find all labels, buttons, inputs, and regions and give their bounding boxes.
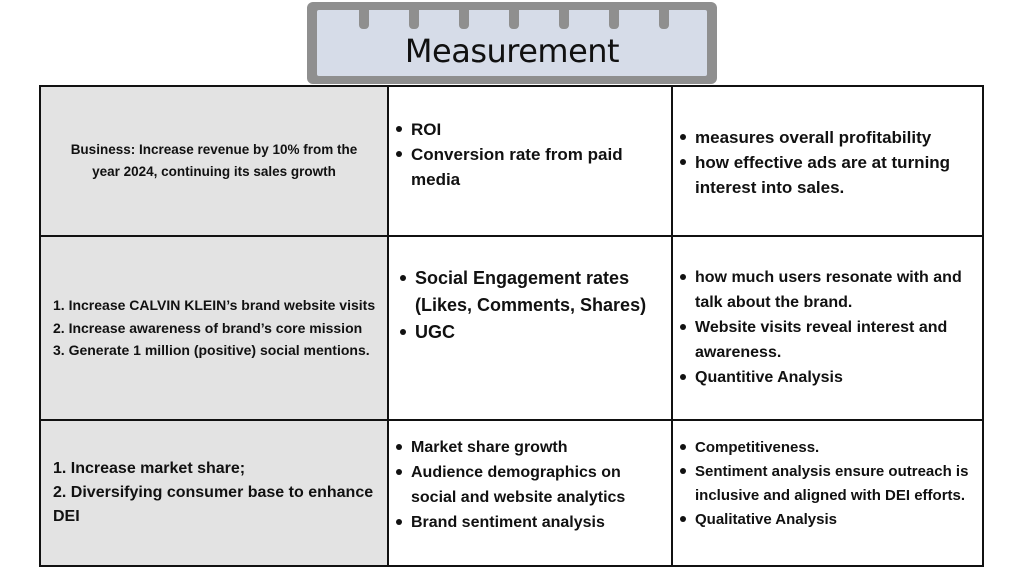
- metrics-cell-business: [389, 87, 673, 237]
- metric-item: Social Engagement rates (Likes, Comments, Shares): [415, 265, 663, 319]
- rationale-item: Competitiveness.: [695, 436, 974, 460]
- rationale-item: Sentiment analysis ensure outreach is inclusive and aligned with DEI efforts.: [695, 460, 974, 508]
- goal-line: 2. Diversifying consumer base to enhance DEI: [53, 484, 374, 525]
- metric-item: Market share growth: [411, 435, 663, 460]
- rationale-list: [673, 125, 982, 200]
- goal-line: year 2024, continuing its sales growth: [92, 164, 336, 179]
- metric-item: ROI: [411, 117, 663, 142]
- rationale-item: how much users resonate with and talk about the brand.: [695, 265, 974, 315]
- goal-line: 3. Generate 1 million (positive) social mentions.: [53, 342, 370, 359]
- rationale-list: [673, 436, 982, 532]
- metric-item: Brand sentiment analysis: [411, 510, 663, 535]
- goal-line: Business: Increase revenue by 10% from the: [70, 142, 358, 157]
- metrics-cell-market: [389, 421, 673, 565]
- ruler-tick: [409, 10, 419, 29]
- ruler-tick: [609, 10, 619, 29]
- measurement-table: [39, 85, 984, 567]
- metrics-list: [389, 265, 671, 346]
- rationale-item: measures overall profitability: [695, 125, 974, 150]
- rationale-item: Qualitative Analysis: [695, 508, 974, 532]
- rationale-item: Website visits reveal interest and awareness.: [695, 315, 974, 365]
- metrics-list: [389, 117, 671, 192]
- rationale-cell-business: [673, 87, 982, 237]
- page-title: Measurement: [404, 32, 620, 70]
- metrics-cell-brand: [389, 237, 673, 421]
- goal-cell-market: [41, 421, 389, 565]
- ruler-tick: [659, 10, 669, 29]
- ruler-face: [317, 10, 707, 76]
- goal-line: 2. Increase awareness of brand’s core mission: [53, 319, 363, 336]
- goal-cell-business: [41, 87, 389, 237]
- goal-line: 1. Increase CALVIN KLEIN’s brand website visits: [53, 297, 376, 314]
- rationale-list: [673, 265, 982, 390]
- ruler-tick: [559, 10, 569, 29]
- rationale-cell-brand: [673, 237, 982, 421]
- metric-item: UGC: [415, 319, 663, 346]
- goal-cell-brand: [41, 237, 389, 421]
- metrics-list: [389, 435, 671, 535]
- rationale-cell-market: [673, 421, 982, 565]
- goal-line: 1. Increase market share;: [53, 460, 246, 477]
- ruler-tick: [359, 10, 369, 29]
- metric-item: Audience demographics on social and website analytics: [411, 460, 663, 510]
- rationale-item: Quantitive Analysis: [695, 365, 974, 390]
- rationale-item: how effective ads are at turning interest into sales.: [695, 150, 974, 200]
- ruler-tick: [509, 10, 519, 29]
- ruler-header: [307, 2, 717, 84]
- ruler-tick: [459, 10, 469, 29]
- metric-item: Conversion rate from paid media: [411, 142, 663, 192]
